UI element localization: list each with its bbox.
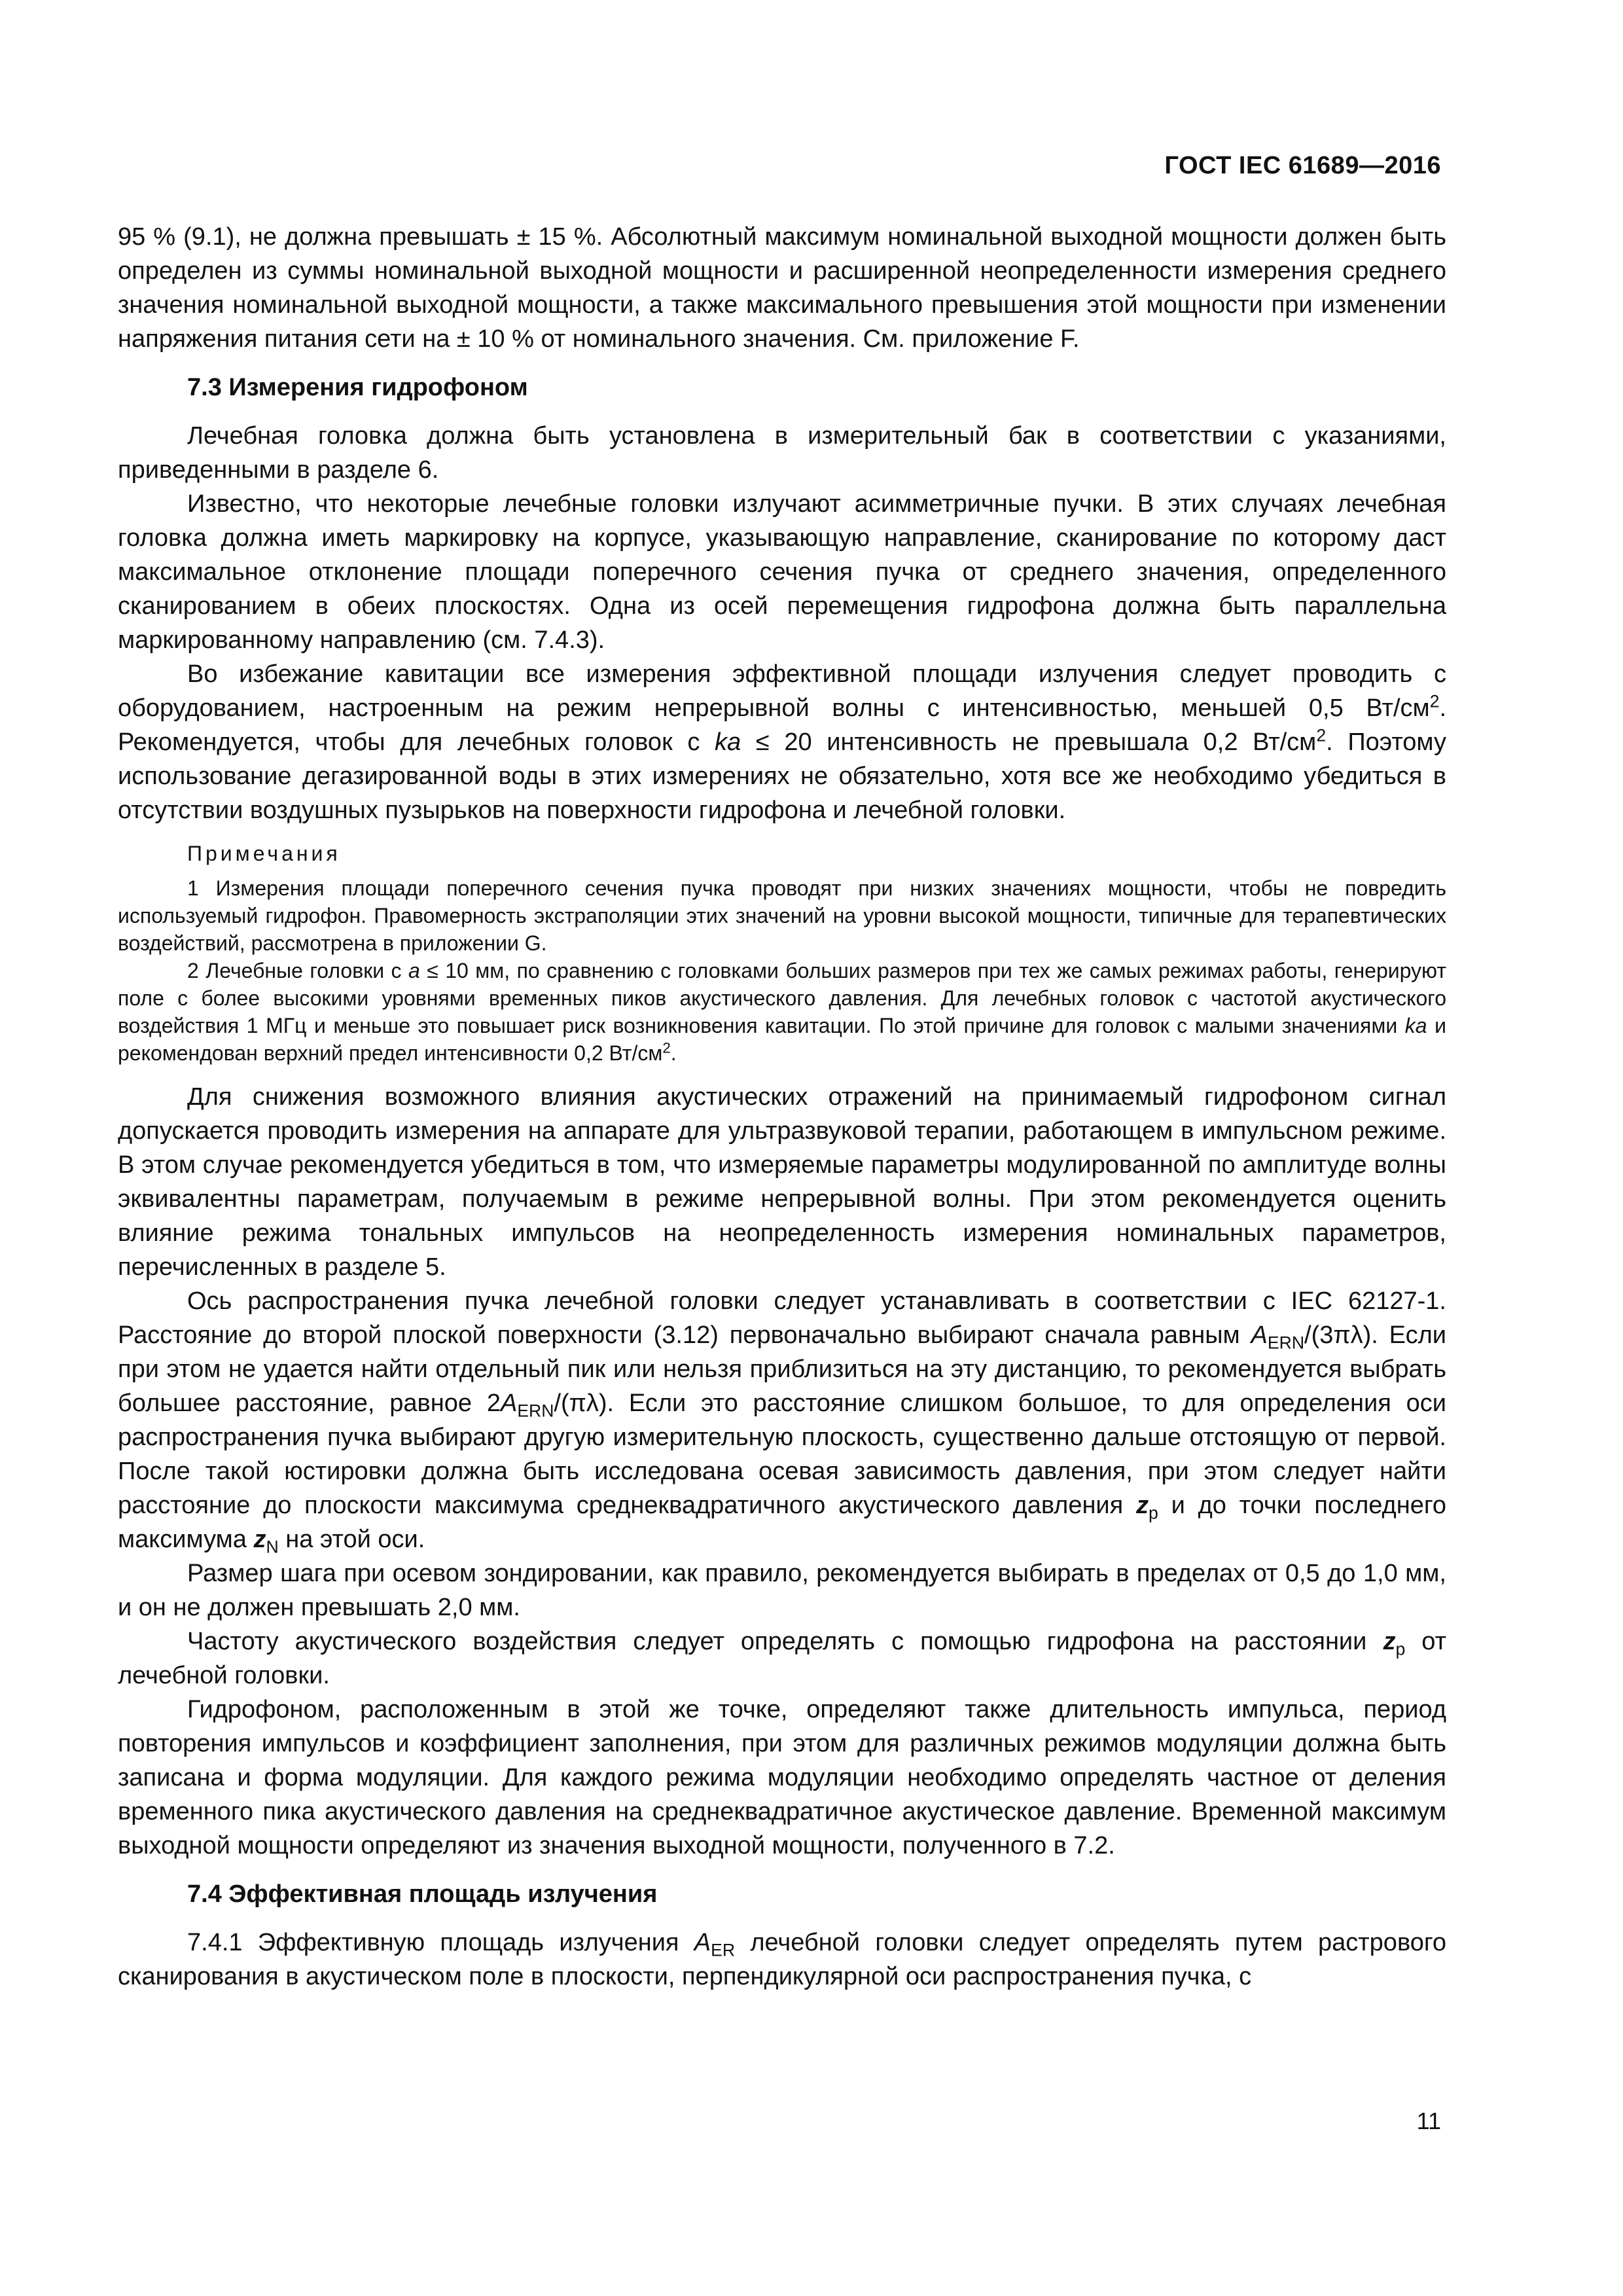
- section-7-3-heading: 7.3 Измерения гидрофоном: [187, 374, 528, 401]
- paragraph: Ось распространения пучка лечебной головки следует устанавливать в соответствии с IEC 62127-1. Расстояние до второй плоской поверхности (3.12) первоначально выбирают сначала равным $A_{ERN}/(3\pi\lambda)$. Если при этом не удается найти отдельный пик или нельзя приблизиться на эту дистанцию, то рекомендуется выбрать большее расстояние, равное $2A_{ERN}/(\pi\lambda)$. Если это расстояние слишком большое, то для определения оси распространения пучка выбирают другую измерительную плоскость, существенно дальше отстоящую от первой. После такой юстировки должна быть исследована осевая зависимость давления, при этом следует найти расстояние до плоскости максимума среднеквадратичного акустического давления $z_p$ и до точки последнего максимума $z_N$ на этой оси.: [118, 1287, 1446, 1557]
- paragraph: 7.4.1 Эффективную площадь излучения $A_{ER}$ лечебной головки следует определять путем растрового сканирования в акустическом поле в плоскости, перпендикулярной оси распространения пучка, с: [118, 1929, 1446, 1990]
- page-number: 11: [1416, 2108, 1441, 2134]
- note-1: 1 Измерения площади поперечного сечения пучка проводят при низких значениях мощности, чтобы не повредить используемый гидрофон. Правомерность экстраполяции этих значений на уровни высокой мощности, типичные для терапевтических воздействий, рассмотрена в приложении G.: [118, 876, 1446, 955]
- document-code-header: ГОСТ IEC 61689—2016: [1164, 152, 1441, 179]
- paragraph: Гидрофоном, расположенным в этой же точке, определяют также длительность импульса, период повторения импульсов и коэффициент заполнения, при этом для различных режимов модуляции должна быть записана и форма модуляции. Для каждого режима модуляции необходимо определять частное от деления временного пика акустического давления на среднеквадратичное акустическое давление. Временной максимум выходной мощности определяют из значения выходной мощности, полученного в 7.2.: [118, 1696, 1446, 1859]
- paragraph: Известно, что некоторые лечебные головки излучают асимметричные пучки. В этих случаях лечебная головка должна иметь маркировку на корпусе, указывающую направление, сканирование по которому даст максимальное отклонение площади поперечного сечения пучка от среднего значения, определенного сканированием в обеих плоскостях. Одна из осей перемещения гидрофона должна быть параллельна маркированному направлению (см. 7.4.3).: [118, 490, 1446, 654]
- paragraph: Для снижения возможного влияния акустических отражений на принимаемый гидрофоном сигнал допускается проводить измерения на аппарате для ультразвуковой терапии, работающем в импульсном режиме. В этом случае рекомендуется убедиться в том, что измеряемые параметры модулированной по амплитуде волны эквивалентны параметрам, получаемым в режиме непрерывной волны. При этом рекомендуется оценить влияние режима тональных импульсов на неопределенность измерения номинальных параметров, перечисленных в разделе 5.: [118, 1083, 1446, 1281]
- paragraph: Размер шага при осевом зондировании, как правило, рекомендуется выбирать в пределах от 0,5 до 1,0 мм, и он не должен превышать 2,0 мм.: [118, 1560, 1446, 1621]
- notes-block: [118, 839, 1446, 1067]
- notes-title: Примечания: [187, 842, 341, 865]
- paragraph: Во избежание кавитации все измерения эффективной площади излучения следует проводить с оборудованием, настроенным на режим непрерывной волны с интенсивностью, меньшей 0,5 $Вт/см^2$. Рекомендуется, чтобы для лечебных головок с ka ≤ 20 интенсивность не превышала 0,2 $Вт/см^2$. Поэтому использование дегазированной воды в этих измерениях не обязательно, хотя все же необходимо убедиться в отсутствии воздушных пузырьков на поверхности гидрофона и лечебной головки.: [118, 660, 1446, 824]
- paragraph: Лечебная головка должна быть установлена в измерительный бак в соответствии с указаниями, приведенными в разделе 6.: [118, 422, 1446, 484]
- note-2: 2 Лечебные головки с a ≤ 10 мм, по сравнению с головками больших размеров при тех же самых режимах работы, генерируют поле с более высокими уровнями временных пиков акустического давления. Для лечебных головок с частотой акустического воздействия 1 МГц и меньше это повышает риск возникновения кавитации. По этой причине для головок с малыми значениями ka и рекомендован верхний предел интенсивности 0,2 $Вт/см^2$.: [118, 959, 1447, 1065]
- intro-paragraph: 95 % (9.1), не должна превышать ± 15 %. Абсолютный максимум номинальной выходной мощности должен быть определен из суммы номинальной выходной мощности и расширенной неопределенности измерения среднего значения номинальной выходной мощности, а также максимального превышения этой мощности при изменении напряжения питания сети на ± 10 % от номинального значения. См. приложение F.: [118, 223, 1446, 353]
- page-content: [118, 220, 1446, 1994]
- paragraph: Частоту акустического воздействия следует определять с помощью гидрофона на расстоянии $z_p$ от лечебной головки.: [118, 1628, 1446, 1689]
- section-7-4-heading: 7.4 Эффективная площадь излучения: [187, 1880, 658, 1908]
